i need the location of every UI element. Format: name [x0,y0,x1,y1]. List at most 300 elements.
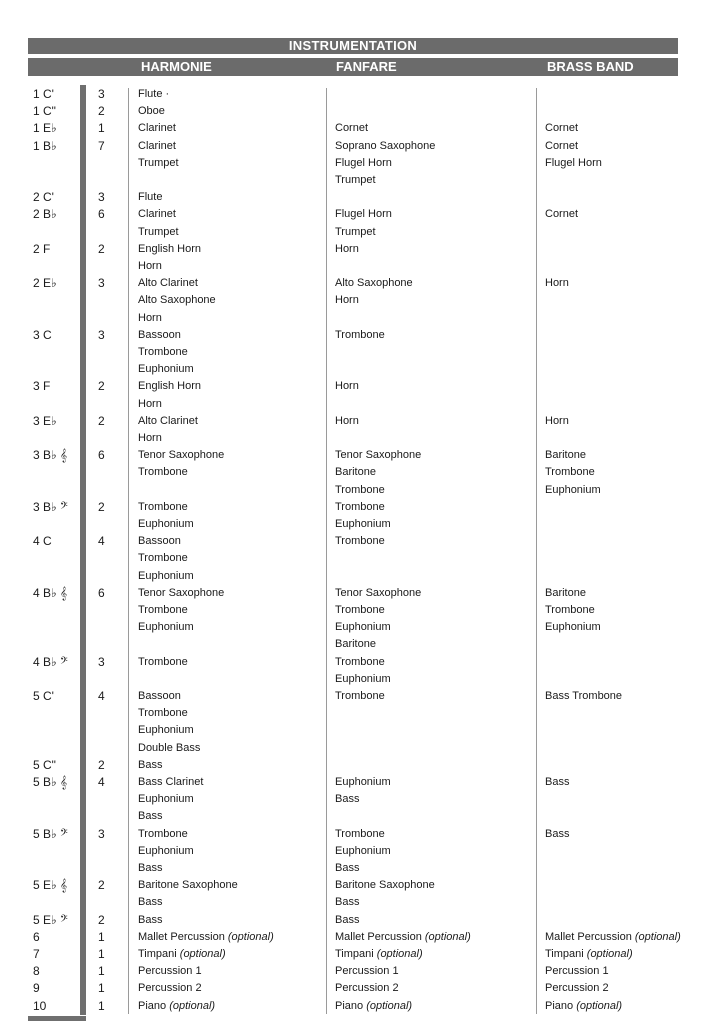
part-count-line: 1 [98,929,105,944]
brass-cell [545,120,578,137]
table-row [0,963,713,980]
part-key-line: 5 E♭ 𝄞 [33,878,68,893]
harmonie-cell-line: Trombone [138,655,188,668]
part-count-line: 4 [98,534,105,549]
fanfare-cell [335,946,423,963]
harmonie-cell [138,86,169,103]
part-count [98,826,105,843]
part-count-line: 1 [98,964,105,979]
table-row [0,757,713,774]
harmonie-cell-line: English Horn [138,380,201,393]
harmonie-cell [138,929,274,946]
part-count-line: 2 [98,379,105,394]
brass-cell [545,929,681,946]
fanfare-cell-line: Tenor Saxophone [335,449,422,462]
part-count [98,206,105,223]
fanfare-cell-line: Cornet [335,122,369,135]
harmonie-cell [138,757,162,774]
part-count-line: 2 [98,241,105,256]
part-key-line: 1 E♭ [33,121,57,136]
brass-cell-line: Cornet [545,139,579,152]
table-row [0,413,713,447]
part-key [33,138,57,155]
brass-cell-line: Horn [545,277,569,290]
part-count-line: 2 [98,104,105,119]
fanfare-cell-line: Horn [335,294,359,307]
part-count-line: 6 [98,207,105,222]
fanfare-cell-line: Tenor Saxophone [335,586,422,599]
part-key-line: 2 F [33,241,51,256]
table-row [0,499,713,533]
fanfare-cell [335,413,359,430]
harmonie-cell-line: Horn [138,397,162,410]
fanfare-cell-line: Flugel Horn [335,208,392,221]
harmonie-cell-line: Trombone [138,345,188,358]
brass-cell-line: Bass [545,776,570,788]
brass-cell-line: Timpani (optional) [545,948,633,960]
part-key-line: 9 [33,981,40,996]
harmonie-cell-line: Horn [138,431,162,444]
part-key [33,275,57,292]
fanfare-cell-line: Bass [335,913,360,926]
harmonie-cell-line: Piano (optional) [138,999,216,1012]
part-key-line: 4 C [33,534,52,549]
harmonie-cell-line: Horn [138,311,162,324]
fanfare-cell [335,929,471,946]
fanfare-cell [335,980,399,997]
harmonie-cell-line: Bass [138,758,163,771]
table-row [0,877,713,911]
part-key-line: 2 E♭ [33,276,57,291]
fanfare-cell-line: Trumpet [335,225,376,238]
part-count-line: 6 [98,448,105,463]
table-row [0,241,713,275]
fanfare-cell [335,533,385,550]
part-count [98,189,105,206]
brass-cell-line: Euphonium [545,483,601,496]
fanfare-cell [335,275,413,309]
part-key-line: 2 B♭ [33,207,57,222]
brass-cell-line: Trombone [545,466,595,479]
harmonie-cell-line: Bass [138,861,163,874]
fanfare-cell-line: Mallet Percussion (optional) [335,930,471,943]
harmonie-cell-line: Mallet Percussion (optional) [138,930,274,943]
part-count-line: 2 [98,499,105,514]
part-key-line: 5 E♭ 𝄢 [33,912,68,927]
harmonie-cell-line: Trombone [138,552,188,565]
part-count-line: 3 [98,654,105,669]
part-count-line: 4 [98,689,105,703]
part-count [98,757,105,774]
part-count [98,275,105,292]
harmonie-cell-line: Alto Clarinet [138,414,198,427]
part-count [98,86,105,103]
part-count [98,327,105,344]
table-row [0,826,713,878]
fanfare-cell-line: Horn [335,380,359,393]
part-key [33,688,54,705]
harmonie-cell-line: Timpani (optional) [138,948,226,960]
table-row [0,138,713,190]
harmonie-cell [138,499,194,533]
fanfare-cell-line: Percussion 2 [335,982,399,995]
harmonie-cell-line: Clarinet [138,139,176,152]
harmonie-cell [138,447,224,481]
brass-cell-line: Mallet Percussion (optional) [545,930,681,943]
harmonie-cell [138,103,165,120]
part-key [33,963,40,980]
part-count-line: 3 [98,826,105,841]
part-key [33,189,54,206]
brass-cell-line: Piano (optional) [545,999,623,1012]
part-key-line: 5 B♭ 𝄢 [33,826,68,841]
part-count [98,378,105,395]
harmonie-cell [138,206,179,240]
brass-cell-line: Euphonium [545,621,601,634]
part-key-line: 10 [33,998,47,1013]
part-key [33,86,54,103]
table-row [0,929,713,946]
brass-cell [545,206,578,223]
harmonie-cell [138,138,179,172]
header-brass-band: BRASS BAND [547,59,634,74]
part-key-line: 3 B♭ 𝄢 [33,499,68,514]
fanfare-cell [335,138,435,190]
part-key-line: 1 C' [33,87,54,101]
table-row [0,774,713,826]
fanfare-cell-line: Euphonium [335,776,391,788]
fanfare-cell-line: Trombone [335,483,385,496]
table-row [0,533,713,585]
part-count [98,912,105,929]
fanfare-cell-line: Bass [335,861,360,874]
harmonie-cell-line: Trombone [138,707,188,720]
part-count [98,946,105,963]
part-key [33,241,50,258]
harmonie-cell-line: Flute [138,191,163,204]
harmonie-cell-line: Euphonium [138,724,194,737]
harmonie-cell-line: Tenor Saxophone [138,586,225,599]
part-key-line: 3 F [33,379,51,394]
part-key-line: 1 B♭ [33,138,57,153]
harmonie-cell-line: Flute · [138,88,170,100]
part-count-line: 1 [98,998,105,1013]
fanfare-cell-line: Trombone [335,500,385,513]
part-count-line: 4 [98,775,105,789]
brass-cell [545,413,569,430]
harmonie-cell-line: Bassoon [138,535,181,548]
part-count [98,877,105,894]
fanfare-cell-line: Euphonium [335,844,391,857]
fanfare-cell-line: Euphonium [335,517,391,530]
fanfare-cell [335,499,391,533]
part-key [33,103,56,120]
part-key [33,877,67,894]
part-key [33,912,68,929]
harmonie-cell [138,327,194,379]
part-key [33,774,67,791]
column-header-bar [28,58,678,76]
harmonie-cell-line: Trumpet [138,156,179,169]
harmonie-cell-line: Euphonium [138,517,194,530]
brass-cell-line: Bass [545,827,570,840]
part-count [98,980,105,997]
fanfare-cell-line: Piano (optional) [335,999,413,1012]
fanfare-cell-line: Euphonium [335,672,391,685]
brass-cell [545,774,569,791]
brass-cell [545,275,569,292]
harmonie-cell-line: Bass Clarinet [138,776,204,788]
brass-cell [545,963,609,980]
part-key [33,998,46,1015]
brass-cell [545,688,622,705]
part-count-line: 3 [98,276,105,291]
bottom-divider-bar [28,1016,86,1021]
part-key [33,826,68,843]
fanfare-cell-line: Trombone [335,328,385,341]
part-count-line: 2 [98,878,105,893]
harmonie-cell-line: Alto Clarinet [138,277,198,290]
table-row [0,189,713,206]
fanfare-cell [335,447,421,499]
table-row [0,206,713,240]
part-count [98,447,105,464]
table-row [0,688,713,757]
fanfare-cell-line: Alto Saxophone [335,277,413,290]
brass-cell-line: Baritone [545,449,586,462]
part-count-line: 2 [98,757,105,772]
harmonie-cell [138,378,201,412]
part-key-line: 6 [33,929,40,944]
part-count-line: 2 [98,413,105,428]
brass-cell-line: Baritone [545,586,586,599]
fanfare-cell-line: Percussion 1 [335,965,399,978]
fanfare-cell-line: Flugel Horn [335,156,392,169]
part-key [33,413,57,430]
brass-cell [545,980,609,997]
brass-cell-line: Percussion 2 [545,982,609,995]
table-row [0,378,713,412]
part-key-line: 7 [33,947,40,961]
fanfare-cell-line: Euphonium [335,621,391,634]
harmonie-cell [138,275,216,327]
brass-cell [545,826,569,843]
brass-cell [545,946,633,963]
part-key [33,327,52,344]
harmonie-cell [138,963,202,980]
harmonie-cell [138,912,162,929]
fanfare-cell-line: Timpani (optional) [335,948,423,960]
harmonie-cell [138,413,198,447]
harmonie-cell [138,688,200,757]
harmonie-cell-line: Trombone [138,603,188,616]
part-count [98,120,105,137]
part-count [98,688,105,705]
part-key-line: 8 [33,964,40,979]
part-key [33,120,57,137]
part-count-line: 7 [98,138,105,153]
part-key [33,654,68,671]
fanfare-cell [335,774,391,808]
part-key [33,585,67,602]
part-key [33,980,40,997]
fanfare-cell-line: Trombone [335,827,385,840]
fanfare-cell [335,963,399,980]
fanfare-cell [335,585,421,654]
part-count [98,103,105,120]
part-key-line: 2 C' [33,190,54,205]
harmonie-cell [138,774,203,826]
harmonie-cell [138,946,226,963]
fanfare-cell [335,120,368,137]
harmonie-cell-line: Trombone [138,500,188,513]
harmonie-cell-line: Percussion 2 [138,982,202,995]
harmonie-cell-line: Clarinet [138,122,176,135]
part-key [33,206,57,223]
header-fanfare: FANFARE [336,59,397,74]
fanfare-cell-line: Trombone [335,655,385,668]
table-row [0,86,713,103]
part-count-line: 1 [98,121,105,136]
fanfare-cell [335,327,385,344]
harmonie-cell [138,980,202,997]
part-key-line: 3 B♭ 𝄞 [33,448,68,463]
harmonie-cell-line: Alto Saxophone [138,294,216,307]
harmonie-cell-line: Bassoon [138,328,181,341]
part-key [33,929,40,946]
fanfare-cell-line: Baritone [335,466,376,479]
part-count [98,138,105,155]
harmonie-cell-line: Baritone Saxophone [138,879,238,892]
harmonie-cell [138,585,224,637]
fanfare-cell [335,688,385,705]
harmonie-cell-line: Bass [138,913,163,926]
fanfare-cell [335,912,359,929]
part-count [98,654,105,671]
part-count [98,963,105,980]
fanfare-cell-line: Bass [335,896,360,909]
harmonie-cell [138,533,194,585]
fanfare-cell-line: Trombone [335,535,385,548]
harmonie-cell-line: English Horn [138,242,201,255]
fanfare-cell-line: Trumpet [335,173,376,186]
harmonie-cell-line: Euphonium [138,569,194,582]
part-key-line: 5 C' [33,689,54,703]
part-key-line: 3 E♭ [33,413,57,428]
table-row [0,447,713,499]
harmonie-cell [138,654,188,671]
part-count [98,499,105,516]
part-key [33,946,40,963]
part-count [98,533,105,550]
brass-cell-line: Cornet [545,122,579,135]
table-row [0,654,713,688]
part-key [33,447,67,464]
part-key-line: 4 B♭ 𝄞 [33,585,68,600]
fanfare-cell [335,206,392,240]
harmonie-cell [138,826,194,878]
part-count-line: 3 [98,87,105,101]
page-title: INSTRUMENTATION [288,38,418,53]
harmonie-cell-line: Trombone [138,466,188,479]
fanfare-cell [335,877,435,911]
part-count-line: 3 [98,327,105,342]
part-count-line: 1 [98,947,105,961]
fanfare-cell-line: Trombone [335,690,385,702]
table-row [0,103,713,120]
harmonie-cell-line: Euphonium [138,621,194,634]
part-count [98,241,105,258]
harmonie-cell-line: Double Bass [138,741,201,754]
part-key-line: 5 B♭ 𝄞 [33,775,68,789]
brass-cell-line: Bass Trombone [545,690,623,702]
harmonie-cell-line: Trumpet [138,225,179,238]
part-key [33,533,52,550]
fanfare-cell [335,998,412,1015]
brass-cell-line: Horn [545,414,569,427]
part-key-line: 4 B♭ 𝄢 [33,654,68,669]
part-key-line: 3 C [33,327,52,342]
part-count [98,774,105,791]
title-bar [28,38,678,54]
harmonie-cell-line: Tenor Saxophone [138,449,225,462]
table-row [0,327,713,379]
table-row [0,998,713,1015]
part-count-line: 6 [98,585,105,600]
brass-cell-line: Cornet [545,208,579,221]
harmonie-cell [138,189,162,206]
part-count [98,585,105,602]
fanfare-cell [335,241,359,258]
part-key [33,378,50,395]
harmonie-cell [138,877,238,911]
fanfare-cell [335,826,391,878]
brass-cell-line: Percussion 1 [545,965,609,978]
part-count [98,998,105,1015]
part-count-line: 2 [98,912,105,927]
harmonie-cell-line: Trombone [138,827,188,840]
harmonie-cell-line: Horn [138,259,162,272]
part-count [98,413,105,430]
fanfare-cell-line: Baritone [335,638,376,651]
fanfare-cell-line: Baritone Saxophone [335,879,435,892]
harmonie-cell-line: Bass [138,896,163,909]
harmonie-cell-line: Bassoon [138,690,181,702]
brass-cell-line: Flugel Horn [545,156,602,169]
part-count [98,929,105,946]
harmonie-cell-line: Euphonium [138,844,194,857]
part-key [33,499,68,516]
part-count-line: 3 [98,190,105,205]
part-key [33,757,56,774]
table-row [0,120,713,137]
harmonie-cell [138,120,176,137]
brass-cell [545,998,622,1015]
fanfare-cell [335,654,391,688]
part-key-line: 5 C" [33,757,56,772]
fanfare-cell-line: Trombone [335,603,385,616]
fanfare-cell-line: Bass [335,793,360,806]
table-row [0,946,713,963]
harmonie-cell-line: Percussion 1 [138,965,202,978]
fanfare-cell [335,378,359,395]
brass-cell [545,447,601,499]
harmonie-cell [138,241,201,275]
part-count-line: 1 [98,981,105,996]
table-row [0,585,713,654]
fanfare-cell-line: Horn [335,242,359,255]
harmonie-cell-line: Oboe [138,105,165,118]
